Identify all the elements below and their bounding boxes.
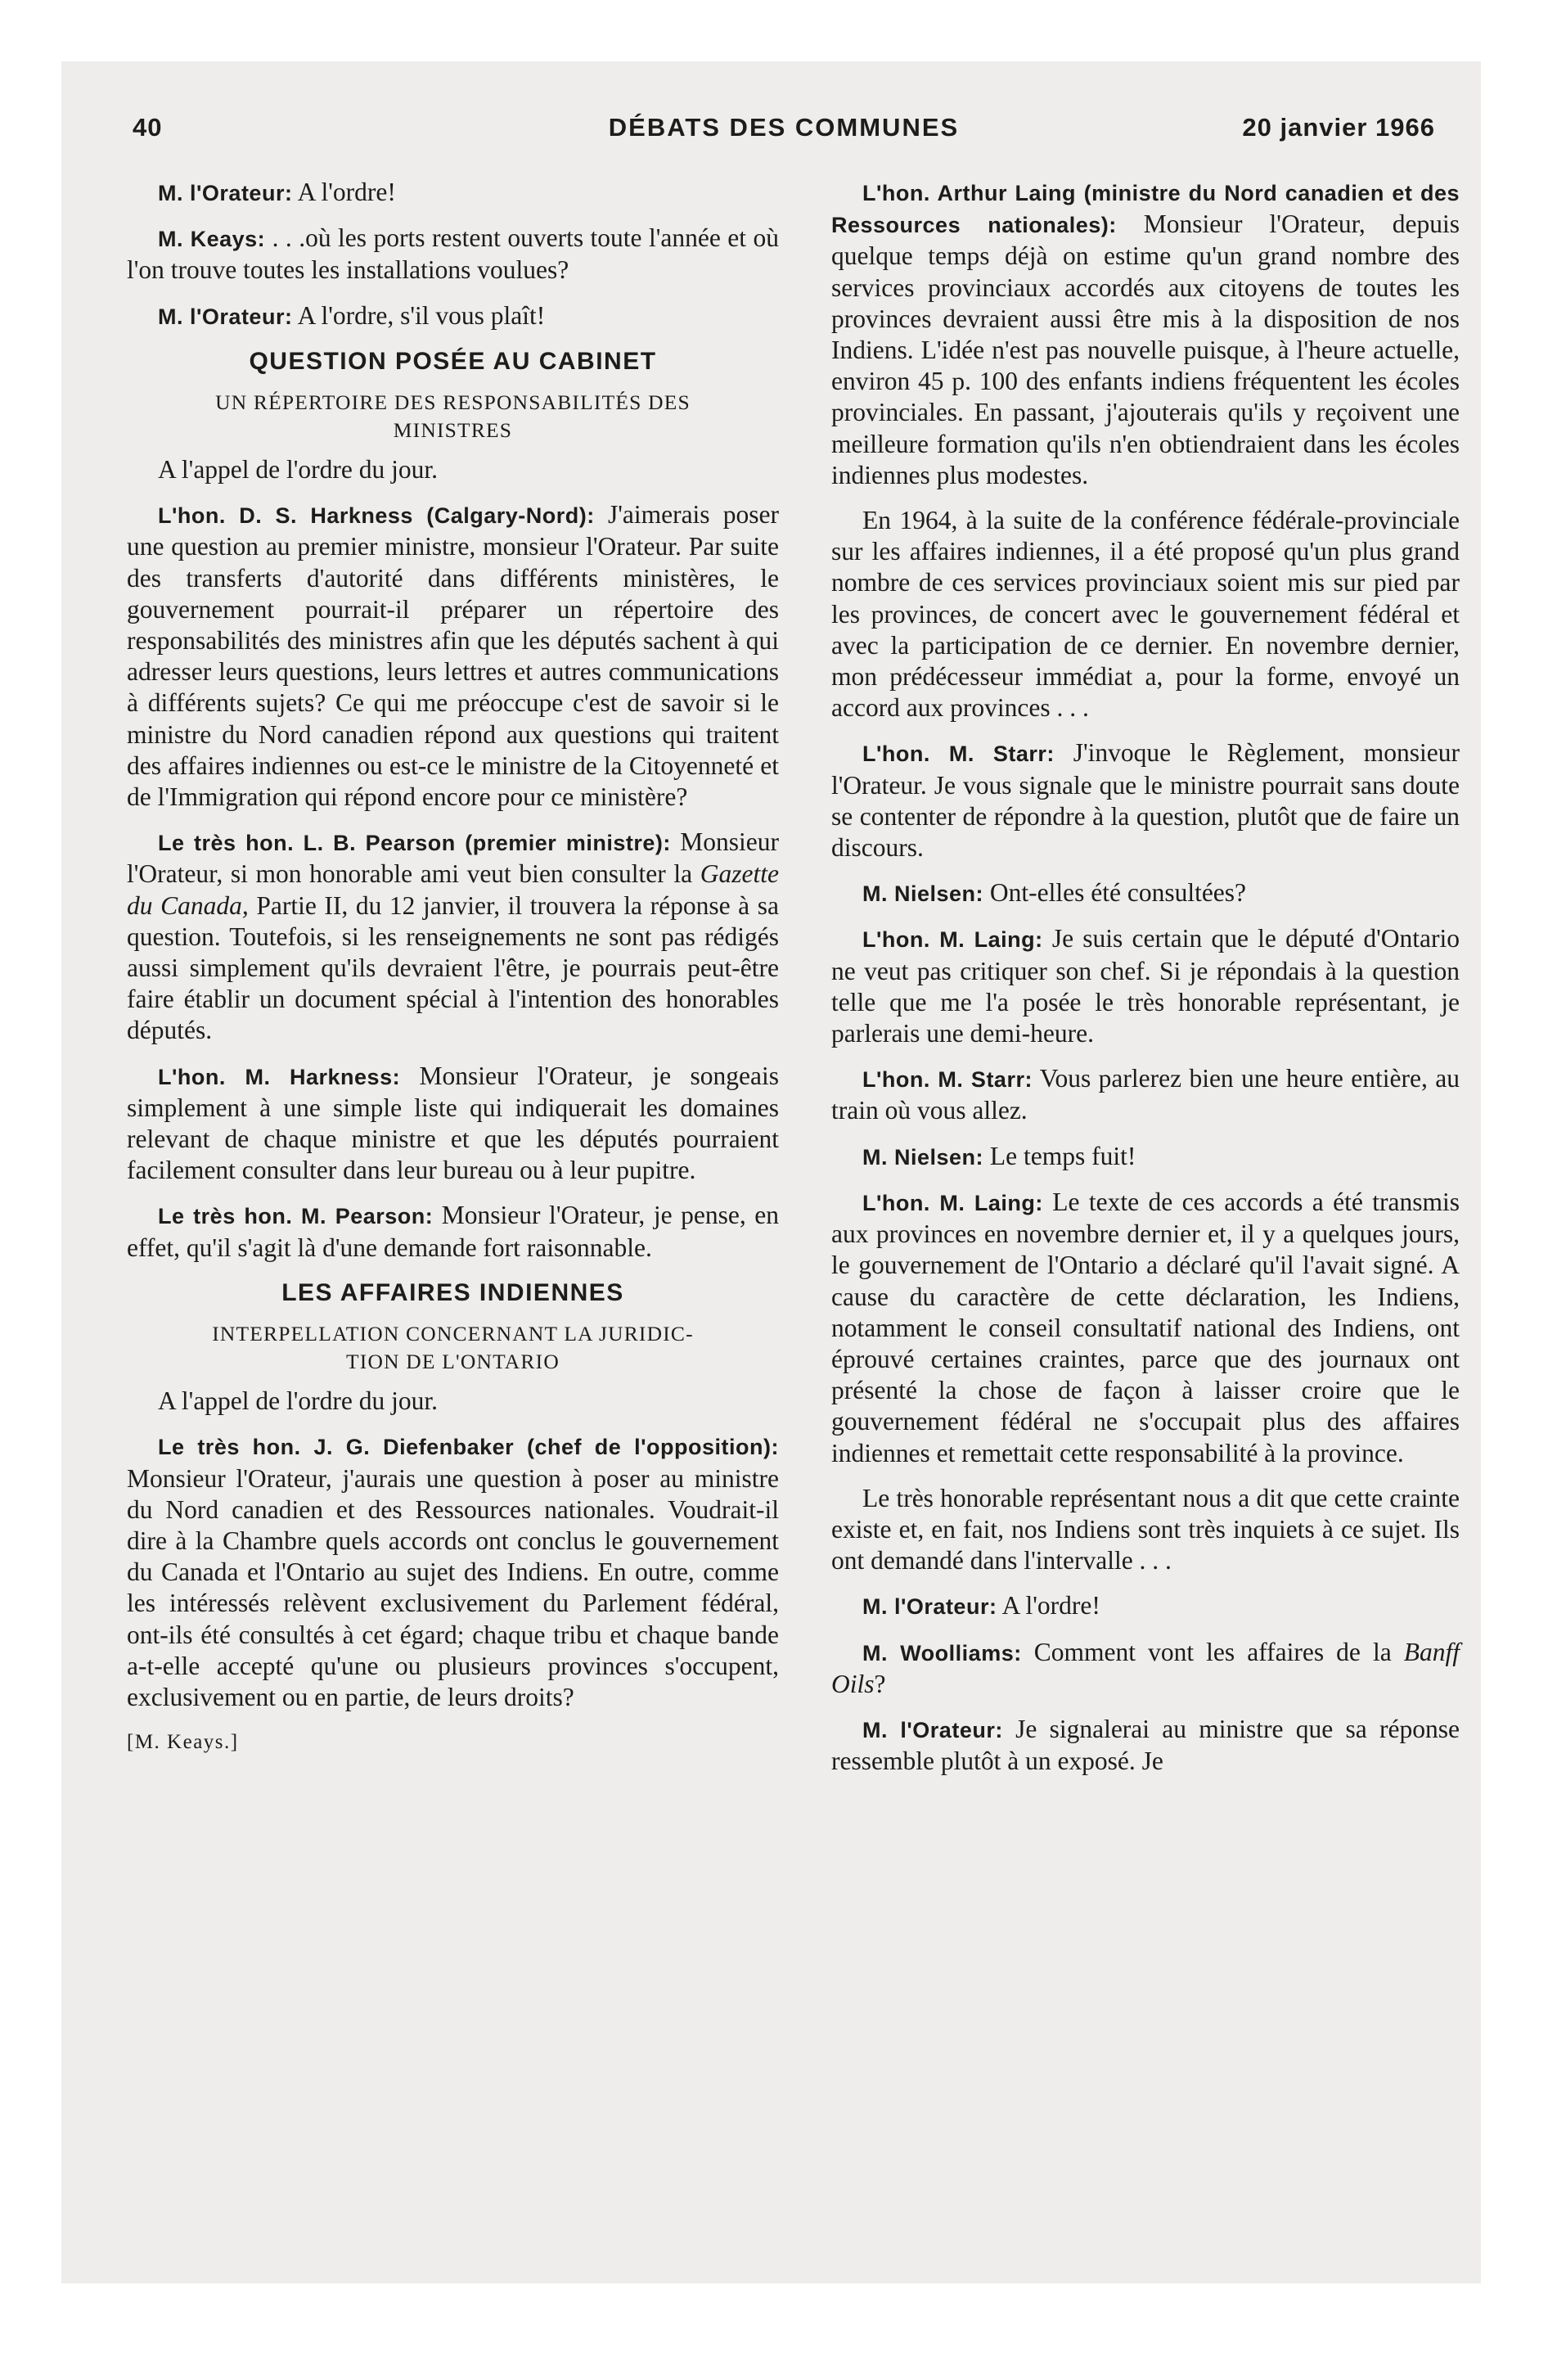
footnote: [M. Keays.]: [127, 1731, 239, 1754]
left-column: [127, 177, 779, 1758]
paragraph: Le très hon. J. G. Diefenbaker (chef de l'opposition): Monsieur l'Orateur, j'aurais une question à poser au ministre du Nord canadien et des Ressources nationales. Voudrait-il dire à la Chambre quels accords ont conclus le gouvernement du Canada et l'Ontario au sujet des Indiens. En outre, comme les intéressés relèvent exclusivement du Parlement fédéral, ont-ils été consultés à cet égard; chaque tribu et chaque bande a-t-elle accepté qu'une ou plusieurs provinces s'occupent, exclusivement ou en partie, de leurs droits?: [127, 1435, 779, 1711]
paragraph: L'hon. M. Laing: Le texte de ces accords a été transmis aux provinces en novembre dernier et, il y a quelques jours, le gouvernement de l'Ontario a déclaré qu'il l'avait signé. A cause du caractère de cette déclaration, les Indiens, notamment le conseil consultatif national des Indiens, ont éprouvé certaines craintes, parce que des journaux ont présenté la chose de façon à laisser croire que le gouvernement fédéral ne s'occupait plus des affaires indiennes et remettait cette responsabilité à la province.: [831, 1187, 1460, 1467]
paragraph: L'hon. M. Starr: Vous parlerez bien une heure entière, au train où vous allez.: [831, 1064, 1460, 1125]
speaker: M. Keays:: [158, 227, 266, 252]
publication-title: DÉBATS DES COMMUNES: [608, 113, 960, 142]
paragraph: M. l'Orateur: A l'ordre!: [158, 178, 396, 206]
paragraph: A l'appel de l'ordre du jour.: [158, 1386, 439, 1416]
paragraph: L'hon. D. S. Harkness (Calgary-Nord): J'aimerais poser une question au premier ministre, monsieur l'Orateur. Par suite des transferts d'autorité dans différents ministères, le gouvernement pourrait-il préparer un répertoire des responsabilités des ministres afin que les députés sachent à qui adresser leurs questions, leurs lettres et autres communications à différents sujets? Ce qui me préoccupe c'est de savoir si le ministre du Nord canadien répond aux questions qui traitent des affaires indiennes ou est-ce le ministre de la Citoyenneté et de l'Immigration qui répond encore pour ce ministère?: [127, 500, 779, 812]
section-subheading: INTERPELLATION CONCERNANT LA JURIDIC- TION DE L'ONTARIO: [212, 1322, 694, 1374]
speaker: L'hon. M. Laing:: [862, 1190, 1043, 1215]
paragraph: L'hon. Arthur Laing (ministre du Nord canadien et des Ressources nationales): Monsieur l'Orateur, depuis quelque temps déjà on estime qu'un grand nombre des services provinciaux accordés aux citoyens de toutes les provinces devraient aussi être mis à la disposition de nos Indiens. L'idée n'est pas nouvelle puisque, à l'heure actuelle, environ 45 p. 100 des enfants indiens fréquentent les écoles provinciales. En passant, j'ajouterais qu'ils y reçoivent une meilleure formation qu'ils n'en obtiendraient dans les écoles indiennes plus modestes.: [831, 181, 1460, 489]
speaker: L'hon. Arthur Laing (ministre du Nord canadien et des Ressources nationales):: [831, 181, 1460, 238]
paragraph: L'hon. M. Laing: Je suis certain que le député d'Ontario ne veut pas critiquer son chef. Si je répondais à la question telle que me l'a posée le très honorable représentant, je parlerais une demi-heure.: [831, 924, 1460, 1048]
paragraph: M. l'Orateur: A l'ordre!: [862, 1591, 1100, 1620]
paragraph: En 1964, à la suite de la conférence fédérale-provinciale sur les affaires indiennes, il a été proposé qu'un plus grand nombre de ces services provinciaux soient mis sur pied par les provinces, de concert avec le gouvernement fédéral et avec la participation de ce dernier. En novembre dernier, mon prédécesseur immédiat a, pour la forme, envoyé un accord aux provinces . . .: [831, 506, 1460, 723]
section-heading: QUESTION POSÉE AU CABINET: [249, 347, 657, 375]
paragraph: M. Nielsen: Le temps fuit!: [862, 1141, 1136, 1170]
paragraph: L'hon. M. Starr: J'invoque le Règlement, monsieur l'Orateur. Je vous signale que le ministre pourrait sans doute se contenter de répondre à la question, plutôt que de faire un discours.: [831, 738, 1460, 863]
paragraph: M. l'Orateur: Je signalerai au ministre que sa réponse ressemble plutôt à un exposé. Je: [831, 1714, 1460, 1776]
speaker: Le très hon. M. Pearson:: [158, 1204, 434, 1229]
speaker: L'hon. M. Laing:: [862, 927, 1043, 953]
speaker: M. l'Orateur:: [158, 304, 293, 329]
speaker: M. l'Orateur:: [158, 181, 293, 205]
speaker: M. l'Orateur:: [862, 1594, 997, 1620]
speaker: L'hon. M. Starr:: [862, 1067, 1033, 1093]
paragraph: M. Woolliams: Comment vont les affaires de la Banff Oils?: [831, 1637, 1460, 1698]
speaker: L'hon. D. S. Harkness (Calgary-Nord):: [158, 503, 595, 529]
section-heading: LES AFFAIRES INDIENNES: [281, 1278, 624, 1306]
paragraph: Le très hon. L. B. Pearson (premier ministre): Monsieur l'Orateur, si mon honorable ami veut bien consulter la Gazette du Canada, Partie II, du 12 janvier, il trouvera la réponse à sa question. Toutefois, si les renseignements ne sont pas rédigés aussi simplement qu'ils devraient l'être, je pourrais peut-être faire établir un document spécial à l'intention des honorables députés.: [127, 827, 779, 1045]
speaker: L'hon. M. Harkness:: [158, 1064, 401, 1089]
right-column: [831, 177, 1460, 1791]
speaker: M. l'Orateur:: [862, 1717, 1003, 1742]
page-header: [133, 113, 1435, 154]
paragraph: A l'appel de l'ordre du jour.: [158, 455, 439, 485]
paragraph: Le très honorable représentant nous a dit que cette crainte existe et, en fait, nos Indiens sont très inquiets à ce sujet. Ils ont demandé dans l'intervalle . . .: [831, 1483, 1460, 1575]
speaker: M. Nielsen:: [862, 1144, 984, 1170]
paragraph: M. Nielsen: Ont-elles été consultées?: [862, 878, 1247, 908]
speaker: Le très hon. J. G. Diefenbaker (chef de l'opposition):: [158, 1435, 779, 1460]
page-date: 20 janvier 1966: [1242, 113, 1435, 142]
speaker: M. Woolliams:: [862, 1640, 1022, 1666]
speaker: M. Nielsen:: [862, 881, 984, 907]
paragraph: Le très hon. M. Pearson: Monsieur l'Orateur, je pense, en effet, qu'il s'agit là d'une demande fort raisonnable.: [127, 1201, 779, 1262]
paragraph: M. l'Orateur: A l'ordre, s'il vous plaît!: [158, 300, 546, 330]
page-number: 40: [133, 113, 163, 142]
paragraph: M. Keays: . . .où les ports restent ouverts toute l'année et où l'on trouve toutes les installations voulues?: [127, 223, 779, 285]
speaker: Le très hon. L. B. Pearson (premier ministre):: [158, 831, 671, 856]
speaker: L'hon. M. Starr:: [862, 741, 1055, 767]
section-subheading: UN RÉPERTOIRE DES RESPONSABILITÉS DES MINISTRES: [215, 390, 691, 443]
paragraph: L'hon. M. Harkness: Monsieur l'Orateur, je songeais simplement à une simple liste qui indiquerait les domaines relevant de chaque ministre et que les députés pourraient facilement consulter dans leur bureau ou à leur pupitre.: [127, 1061, 779, 1185]
